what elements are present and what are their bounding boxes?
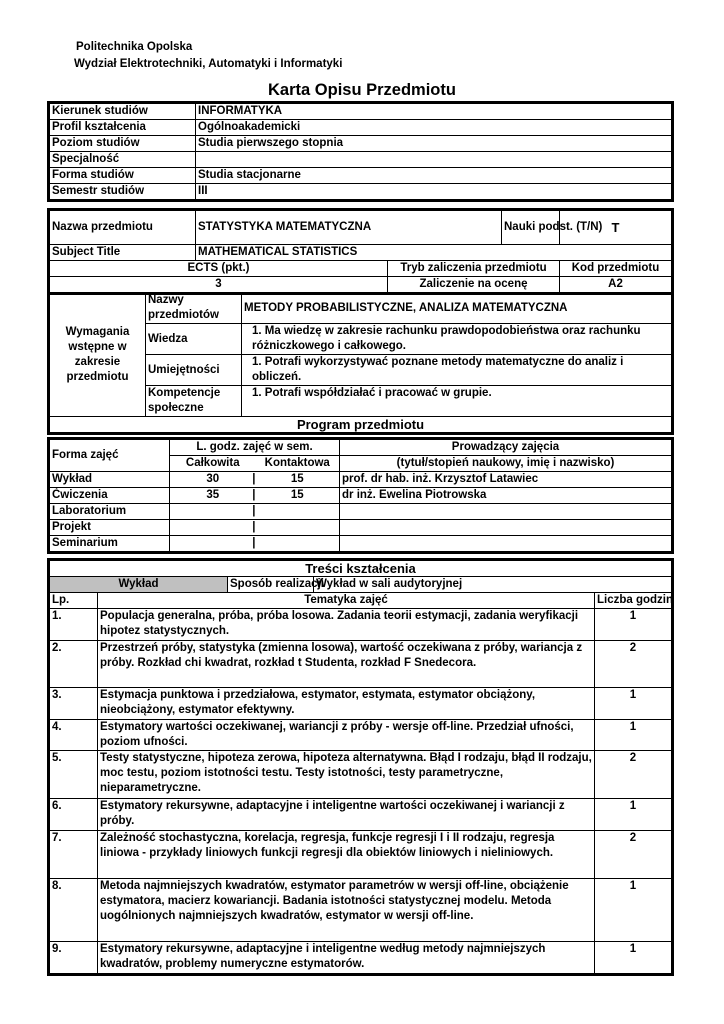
program-row (50, 536, 672, 552)
program-contact (256, 504, 340, 520)
program-total (170, 536, 256, 552)
code-label: Kod przedmiotu (560, 261, 672, 277)
col-lp-header: Lp. (50, 593, 98, 609)
program-total (170, 488, 256, 504)
topic-hours: 1 (595, 688, 672, 720)
subject-title-label: Subject Title (50, 245, 196, 261)
prereq-row-value: 1. Potrafi wykorzystywać poznane metody matematyczne do analiz i obliczeń. (242, 355, 672, 386)
subject-name-value: STATYSTYKA MATEMATYCZNA (196, 211, 502, 245)
study-info-value: INFORMATYKA (196, 104, 672, 120)
basic-sciences-label: Nauki podst. (T/N) (502, 211, 560, 245)
topic-hours: 1 (595, 799, 672, 831)
study-info-value: Studia pierwszego stopnia (196, 136, 672, 152)
topic-hours: 1 (595, 609, 672, 641)
topic-text: Estymacja punktowa i przedziałowa, estymator, estymata, estymator obciążony, nieobciążony, estymator efektywny. (98, 688, 595, 720)
topic-hours: 2 (595, 751, 672, 799)
col-teacher-subheader: (tytuł/stopień naukowy, imię i nazwisko) (340, 456, 672, 472)
col-total-header: Całkowita (170, 456, 256, 472)
program-total-value: 30 (206, 473, 220, 485)
topic-lp: 3. (50, 688, 98, 720)
page-title: Karta Opisu Przedmiotu (268, 81, 456, 99)
study-info-value (196, 152, 672, 168)
program-separator: | (252, 505, 256, 517)
topic-hours: 1 (595, 879, 672, 942)
topic-lp: 5. (50, 751, 98, 799)
topic-hours: 2 (595, 831, 672, 879)
study-info-label: Kierunek studiów (50, 104, 196, 120)
study-info-row (50, 168, 672, 184)
topic-lp: 1. (50, 609, 98, 641)
study-info-value: Ogólnoakademicki (196, 120, 672, 136)
content-table (47, 558, 674, 976)
prereq-row-value: 1. Ma wiedzę w zakresie rachunku prawdopodobieństwa oraz rachunku różniczkowego i całkowego. (242, 324, 672, 355)
study-info-table (47, 101, 674, 202)
program-form: Projekt (50, 520, 170, 536)
program-teacher: dr inż. Ewelina Piotrowska (340, 488, 672, 504)
topic-row (50, 751, 672, 799)
topic-hours: 1 (595, 720, 672, 751)
topic-text: Estymatory rekursywne, adaptacyjne i inteligentne wartości oczekiwanej i wariancji z próby. (98, 799, 595, 831)
prereq-row-label: Nazwy przedmiotów (146, 293, 242, 324)
study-info-label: Specjalność (50, 152, 196, 168)
content-section-title: Treści kształcenia (50, 561, 672, 577)
program-form: Laboratorium (50, 504, 170, 520)
university-name: Politechnika Opolska (76, 41, 193, 53)
topic-row (50, 609, 672, 641)
study-info-label: Forma studiów (50, 168, 196, 184)
prerequisites-table (47, 292, 674, 435)
basic-sciences-value: T (560, 211, 672, 245)
subject-title-value: MATHEMATICAL STATISTICS (196, 245, 672, 261)
topic-text: Estymatory rekursywne, adaptacyjne i inteligentne według metody najmniejszych kwadratów, problemy numeryczne estymatorów. (98, 942, 595, 974)
topic-row (50, 688, 672, 720)
topic-row (50, 641, 672, 688)
method-label: Sposób realizacji (228, 577, 314, 593)
topic-row (50, 720, 672, 751)
program-form: Ćwiczenia (50, 488, 170, 504)
topic-text: Metoda najmniejszych kwadratów, estymator parametrów w wersji off-line, obciążenie estymatora, macierz kowariancji. Badania istotności statystycznej modelu. Metoda uogólnionych najmniejszych kwadratów, estymator w wersji off-line. (98, 879, 595, 942)
program-total (170, 504, 256, 520)
col-contact-header: Kontaktowa (256, 456, 340, 472)
program-contact: 15 (256, 488, 340, 504)
subject-table (47, 208, 674, 295)
program-row (50, 488, 672, 504)
program-teacher (340, 520, 672, 536)
study-info-label: Profil kształcenia (50, 120, 196, 136)
study-info-value: Studia stacjonarne (196, 168, 672, 184)
topic-lp: 9. (50, 942, 98, 974)
method-value: Wykład w sali audytoryjnej (314, 577, 672, 593)
program-total-value: 35 (206, 489, 220, 501)
study-info-row (50, 104, 672, 120)
topic-text: Estymatory wartości oczekiwanej, wariancji z próby - wersje off-line. Przedział ufności, poziom ufności. (98, 720, 595, 751)
topic-row (50, 942, 672, 974)
program-separator: | (252, 521, 256, 533)
program-separator: | (252, 537, 256, 549)
program-teacher: prof. dr hab. inż. Krzysztof Latawiec (340, 472, 672, 488)
topic-text: Zależność stochastyczna, korelacja, regresja, funkcje regresji I i II rodzaju, regresja liniowa - przykłady liniowych funkcji regresji dla obiektów liniowych i nieliniowych. (98, 831, 595, 879)
program-total (170, 520, 256, 536)
program-form: Wykład (50, 472, 170, 488)
mode-value: Zaliczenie na ocenę (388, 277, 560, 293)
topic-hours: 1 (595, 942, 672, 974)
topic-lp: 7. (50, 831, 98, 879)
content-type: Wykład (50, 577, 228, 593)
prereq-row-label: Kompetencje społeczne (146, 386, 242, 417)
program-row (50, 504, 672, 520)
study-info-label: Semestr studiów (50, 184, 196, 200)
subject-name-label: Nazwa przedmiotu (50, 211, 196, 245)
topic-lp: 8. (50, 879, 98, 942)
program-form: Seminarium (50, 536, 170, 552)
prereq-row-value: 1. Potrafi współdziałać i pracować w grupie. (242, 386, 672, 417)
program-contact (256, 536, 340, 552)
topic-lp: 4. (50, 720, 98, 751)
study-info-row (50, 184, 672, 200)
ects-label: ECTS (pkt.) (50, 261, 388, 277)
prereq-label: Wymagania wstępne w zakresie przedmiotu (50, 293, 146, 417)
code-value: A2 (560, 277, 672, 293)
prereq-row-label: Wiedza (146, 324, 242, 355)
program-total (170, 472, 256, 488)
program-contact (256, 520, 340, 536)
topic-lp: 2. (50, 641, 98, 688)
topic-hours: 2 (595, 641, 672, 688)
study-info-row (50, 120, 672, 136)
study-info-value: III (196, 184, 672, 200)
topic-text: Przestrzeń próby, statystyka (zmienna losowa), wartość oczekiwana z próby, wariancja z próby. Rozkład chi kwadrat, rozkład t Studenta, rozkład F Snedecora. (98, 641, 595, 688)
mode-label: Tryb zaliczenia przedmiotu (388, 261, 560, 277)
ects-value: 3 (50, 277, 388, 293)
col-topic-header: Tematyka zajęć (98, 593, 595, 609)
program-teacher (340, 536, 672, 552)
topic-row (50, 879, 672, 942)
program-separator: | (252, 473, 256, 485)
prereq-row-label: Umiejętności (146, 355, 242, 386)
study-info-label: Poziom studiów (50, 136, 196, 152)
topic-row (50, 799, 672, 831)
col-hours-header: Liczba godzin (595, 593, 672, 609)
study-info-row (50, 136, 672, 152)
program-contact: 15 (256, 472, 340, 488)
study-info-row (50, 152, 672, 168)
col-hours-header: L. godz. zajęć w sem. (170, 440, 340, 456)
program-row (50, 472, 672, 488)
topic-text: Populacja generalna, próba, próba losowa. Zadania teorii estymacji, zadania weryfikacji hipotez statystycznych. (98, 609, 595, 641)
program-section-title: Program przedmiotu (50, 417, 672, 433)
topic-lp: 6. (50, 799, 98, 831)
program-row (50, 520, 672, 536)
col-form-header: Forma zajęć (50, 440, 170, 472)
topic-text: Testy statystyczne, hipoteza zerowa, hipoteza alternatywna. Błąd I rodzaju, błąd II rodzaju, moc testu, poziom istotności testu. Testy istotności, testy parametryczne, nieparametryczne. (98, 751, 595, 799)
topic-row (50, 831, 672, 879)
program-separator: | (252, 489, 256, 501)
program-table (47, 437, 674, 554)
col-teacher-header: Prowadzący zajęcia (340, 440, 672, 456)
faculty-name: Wydział Elektrotechniki, Automatyki i Informatyki (74, 58, 343, 70)
program-teacher (340, 504, 672, 520)
prereq-row-value: METODY PROBABILISTYCZNE, ANALIZA MATEMATYCZNA (242, 293, 672, 324)
